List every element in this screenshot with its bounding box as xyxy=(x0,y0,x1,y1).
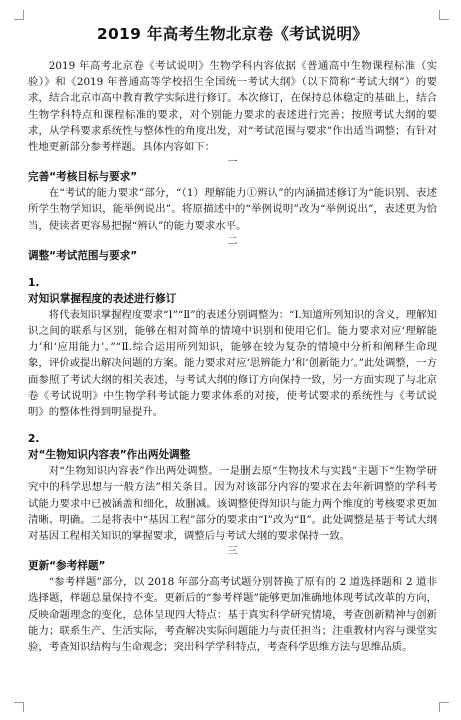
document-title: 2019 年高考生物北京卷《考试说明》 xyxy=(96,25,369,43)
section-1-heading: 完善“考核目标与要求” xyxy=(28,171,138,184)
page-corner-mark xyxy=(14,10,24,20)
section-2-heading: 调整“考试范围与要求” xyxy=(28,249,138,262)
section-divider-1: 一 xyxy=(227,156,238,169)
section-1-body: 在“考试的能力要求”部分，“（1）理解能力①辨认”的内涵描述修订为“能识别、表述所学生物学知识，能举例说出”。将原描述中的“举例说明”改为“举例说出”，表述更为恰当，使读者更容易把握“辨认”的能力要求水平。 xyxy=(28,187,437,232)
item-1-heading: 对知识掌握程度的表述进行修订 xyxy=(28,292,177,305)
intro-paragraph: 2019 年高考北京卷《考试说明》生物学科内容依据《普通高中生物课程标准（实验）》和《2019 年普通高等学校招生全国统一考试大纲》（以下简称“考试大纲”）的要求，结合北京市高中教育教学实际进行修订。本次修订，在保持总体稳定的基础上，结合生物学科特点和课程标准的要求，对个别能力要求的表述进行完善；按照考试大纲的要求，从学科要求系统性与整体性的角度出发，对“考试范围与要求”作出适当调整；有针对性地更新部分参考样题。具体内容如下： xyxy=(28,60,437,154)
page-corner-mark xyxy=(14,702,24,712)
page-corner-mark xyxy=(439,702,449,712)
section-divider-3: 三 xyxy=(227,545,238,558)
page-corner-mark xyxy=(439,10,449,20)
section-3-heading: 更新“参考样题” xyxy=(28,560,106,573)
section-3-body: “参考样题”部分，以 2018 年部分高考试题分别替换了原有的 2 道选择题和 2 道非选择题，样题总量保持不变。更新后的“参考样题”能够更加准确地体现考试改革的方向，反映命题理念的变化，总体呈现四大特点：基于真实科学研究情境，考查创新精神与创新能力；联系生产、生活实际，考查解决实际问题能力与责任担当；注重教材内容与课堂实验，考查知识结构与生命观念；突出科学学科特点，考查科学思维方法与思维品质。 xyxy=(28,576,437,654)
item-2-number: 2. xyxy=(28,433,40,446)
item-2-body: 对“生物知识内容表”作出两处调整。一是删去原“生物技术与实践”主题下“生物学研究中的科学思想与一般方法”相关条目。因为对该部分内容的要求在去年新调整的学科考试能力要求中已被涵盖和细化，故删减。该调整使得知识与能力两个维度的考核要求更加清晰、明确。二是将表中“基因工程”部分的要求由“Ⅰ”改为“Ⅱ”。此处调整是基于考试大纲对基因工程相关知识的掌握要求，调整后与考试大纲的要求保持一致。 xyxy=(28,465,437,543)
item-1-body: 将代表知识掌握程度要求“Ⅰ”“Ⅱ”的表述分别调整为：“Ⅰ.知道所列知识的含义，理解知识之间的联系与区别，能够在相对简单的情境中识别和使用它们。能力要求对应‘理解能力’和‘应用能力’。”“Ⅱ.综合运用所列知识，能够在较为复杂的情境中分析和阐释生命现象，评价或提出解决问题的方案。能力要求对应‘思辨能力’和‘创新能力’。”此处调整，一方面参照了考试大纲的相关表述，与考试大纲的修订方向保持一致，另一方面实现了与北京卷《考试说明》中生物学科考试能力要求体系的对接，使考试要求的系统性与《考试说明》的整体性得到明显提升。 xyxy=(28,308,437,419)
section-divider-2: 二 xyxy=(227,234,238,247)
item-2-heading: 对“生物知识内容表”作出两处调整 xyxy=(28,449,191,462)
item-1-number: 1. xyxy=(28,276,40,289)
